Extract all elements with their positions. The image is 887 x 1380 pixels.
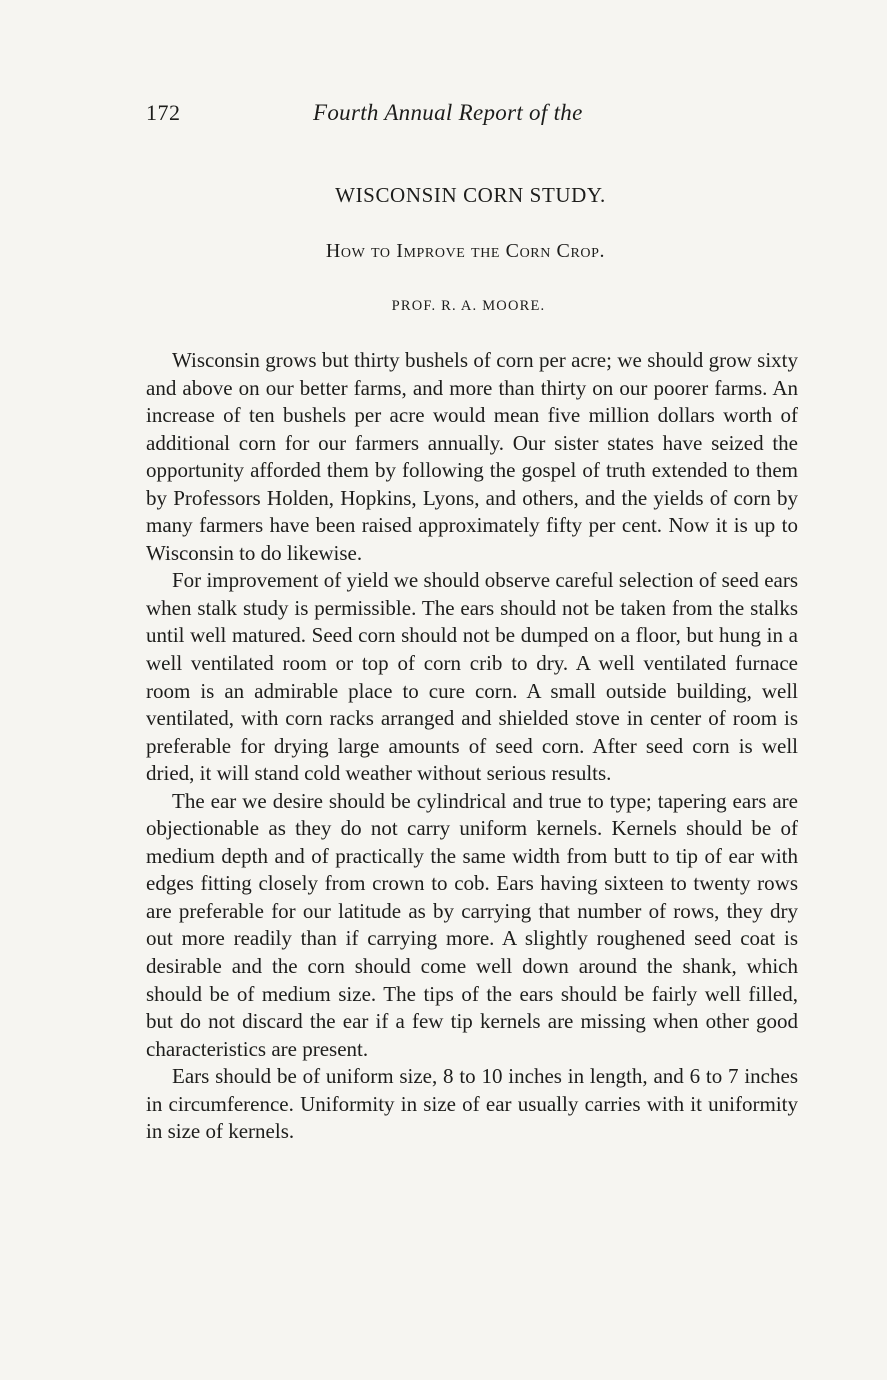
article-subtitle: How to Improve the Corn Crop. xyxy=(325,240,606,262)
paragraph-2: For improvement of yield we should observe careful selection of seed ears when stalk study is permissible. The ears should not be taken from the stalks until well matured. Seed corn should not be dumped on a floor, but hung in a well ventilated room or top of corn crib to dry. A well ventilated furnace room is an admirable place to cure corn. A small outside building, well ventilated, with corn racks arranged and shielded stove in center of room is preferable for drying large amounts of seed corn. After seed corn is well dried, it will stand cold weather without serious results. xyxy=(146,568,798,786)
paragraph-4: Ears should be of uniform size, 8 to 10 inches in length, and 6 to 7 inches in circumference. Uniformity in size of ear usually carries with it uniformity in size of kernels. xyxy=(146,1064,798,1144)
article-author: PROF. R. A. MOORE. xyxy=(391,298,546,314)
paragraph-3: The ear we desire should be cylindrical and true to type; tapering ears are objectionable as they do not carry uniform kernels. Kernels should be of medium depth and of practically the same width from butt to tip of ear with edges fitting closely from crown to cob. Ears having sixteen to twenty rows are preferable for our latitude as by carrying that number of rows, they dry out more readily than if carrying more. A slightly roughened seed coat is desirable and the corn should come well down around the shank, which should be of medium size. The tips of the ears should be fairly well filled, but do not discard the ear if a few tip kernels are missing when other good characteristics are present. xyxy=(146,788,798,1061)
article-body xyxy=(146,347,798,1146)
article-title: WISCONSIN CORN STUDY. xyxy=(335,183,606,207)
page-number: 172 xyxy=(146,100,181,125)
running-head: Fourth Annual Report of the xyxy=(313,100,583,125)
paragraph-1: Wisconsin grows but thirty bushels of corn per acre; we should grow sixty and above on our better farms, and more than thirty on our poorer farms. An increase of ten bushels per acre would mean five million dollars worth of additional corn for our farmers annually. Our sister states have seized the opportunity afforded them by following the gospel of truth extended to them by Professors Holden, Hopkins, Lyons, and others, and the yields of corn by many farmers have been raised approximately fifty per cent. Now it is up to Wisconsin to do likewise. xyxy=(146,348,798,565)
